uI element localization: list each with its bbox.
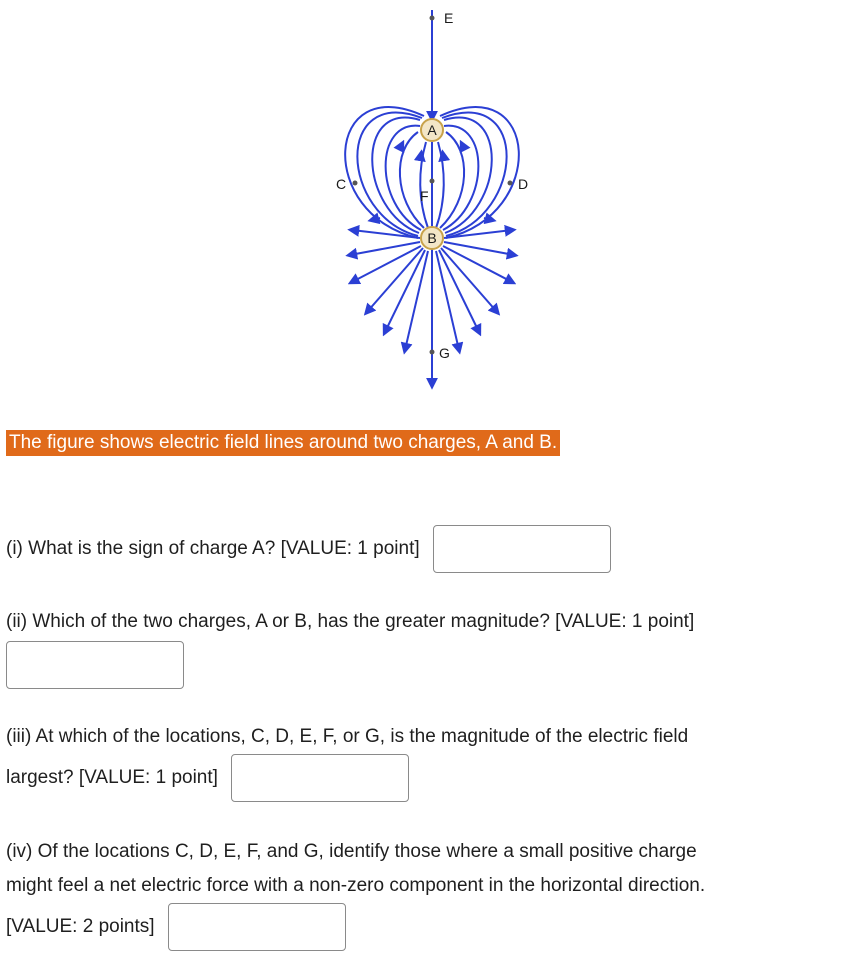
question-3-text-line2: largest? [VALUE: 1 point]: [6, 767, 218, 788]
question-4: [6, 835, 705, 951]
answer-3-input[interactable]: [231, 754, 409, 802]
field-loop-right-2: [443, 126, 478, 230]
label-c: C: [336, 176, 347, 192]
point-f-marker: [430, 179, 435, 184]
point-d-marker: [508, 181, 513, 186]
point-c-marker: [353, 181, 358, 186]
question-1-text: (i) What is the sign of charge A? [VALUE: 1 point]: [6, 538, 420, 559]
label-e: E: [444, 10, 454, 26]
label-a: A: [427, 122, 437, 138]
label-f: F: [420, 188, 429, 204]
answer-2-input[interactable]: [6, 641, 184, 689]
point-e-marker: [430, 16, 435, 21]
label-g: G: [439, 345, 450, 361]
figure-caption: The figure shows electric field lines around two charges, A and B.: [6, 430, 560, 456]
point-g-marker: [430, 350, 435, 355]
question-4-text-line3: [VALUE: 2 points]: [6, 916, 155, 937]
question-3-text-line1: (iii) At which of the locations, C, D, E, F, or G, is the magnitude of the electric field: [6, 726, 689, 747]
field-loop-left-4: [357, 113, 422, 236]
field-line-group: [345, 10, 519, 385]
question-4-text-line2: might feel a net electric force with a non-zero component in the horizontal direction.: [6, 875, 706, 896]
field-loop-left-2: [386, 126, 421, 230]
question-1: [6, 525, 611, 573]
label-d: D: [518, 176, 529, 192]
question-2: [6, 605, 694, 689]
field-lines-figure: [300, 0, 560, 400]
answer-4-input[interactable]: [168, 903, 346, 951]
question-2-text: (ii) Which of the two charges, A or B, has the greater magnitude? [VALUE: 1 point]: [6, 611, 695, 632]
answer-1-input[interactable]: [433, 525, 611, 573]
label-b: B: [427, 230, 437, 246]
field-loop-right-4: [442, 113, 507, 236]
question-3: [6, 720, 688, 802]
question-4-text-line1: (iv) Of the locations C, D, E, F, and G, identify those where a small positive charge: [6, 841, 697, 862]
